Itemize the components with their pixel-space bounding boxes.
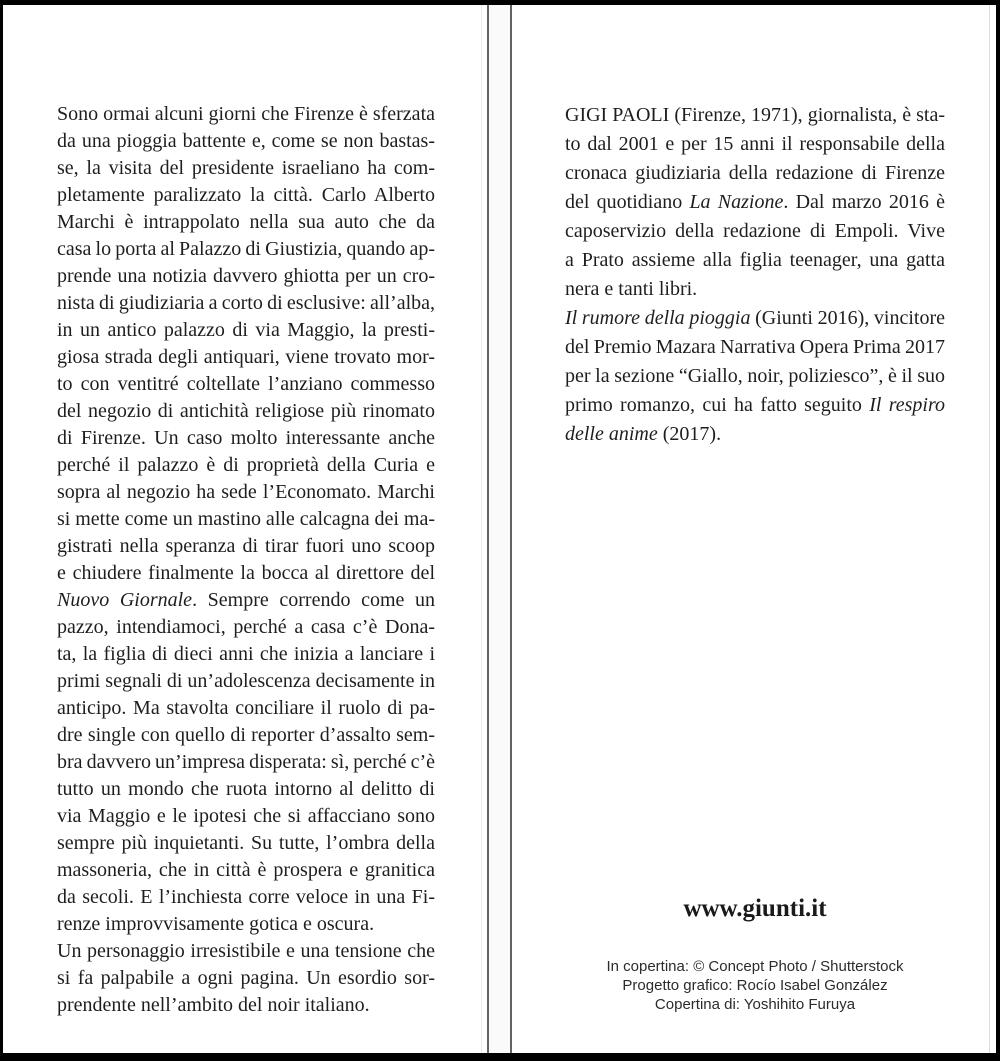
text-line: del negozio di antichità religiose più rinomato [57,400,435,422]
text-line: massoneria, che in città è prospera e granitica [57,859,435,881]
right-flap-page [512,5,996,1053]
text-line: Nuovo Giornale. Sempre correndo come un [57,589,435,611]
text-line: anticipo. Ma stavolta conciliare il ruolo di pa- [57,697,435,719]
text-line: GIGI PAOLI (Firenze, 1971), giornalista, è sta- [565,104,945,126]
text-line: in un antico palazzo di via Maggio, la presti- [57,319,435,341]
text-line: nera e tanti libri. [565,278,698,300]
text-line: cronaca giudiziaria della redazione di Firenze [565,162,945,184]
text-line: nista di giudiziaria a corto di esclusive: all’alba, [57,292,435,314]
text-line: pletamente paralizzato la città. Carlo Alberto [57,184,435,206]
text-line: ta, la figlia di dieci anni che inizia a lanciare i [57,643,435,665]
text-line: to con ventitré coltellate l’anziano commesso [57,373,435,395]
text-line: per la sezione “Giallo, noir, poliziesco”, è il suo [565,365,945,387]
text-line: Sono ormai alcuni giorni che Firenze è sferzata [57,103,435,125]
text-line: da una pioggia battente e, come se non bastas- [57,130,435,152]
text-line: delle anime (2017). [565,423,722,445]
text-line: a Prato assieme alla figlia teenager, una gatta [565,249,945,271]
text-line: da secoli. E l’inchiesta corre veloce in una Fi- [57,886,435,908]
text-line: gistrati nella speranza di tirar fuori uno scoop [57,535,435,557]
text-line: prende una notizia davvero ghiotta per un cro- [57,265,435,287]
page-edge-line [989,5,990,1053]
text-line: caposervizio della redazione di Empoli. Vive [565,220,945,242]
credit-line-graphic-design: Progetto grafico: Rocío Isabel González [622,977,888,994]
author-bio-text [565,101,945,449]
text-line: Marchi è intrappolato nella sua auto che da [57,211,435,233]
text-line: primi segnali di un’adolescenza decisamente in [57,670,435,692]
synopsis-text [57,101,435,1019]
text-line: bra davvero un’impresa disperata: sì, perché c’è [57,751,435,773]
text-line: primo romanzo, cui ha fatto seguito Il respiro [565,394,945,416]
text-line: si fa palpabile a ogni pagina. Un esordio sor- [57,967,435,989]
text-line: via Maggio e le ipotesi che si affacciano sono [57,805,435,827]
text-line: renze improvvisamente gotica e oscura. [57,913,375,935]
text-line: del Premio Mazara Narrativa Opera Prima 2017 [565,336,945,358]
text-line: tutto un mondo che ruota intorno al delitto di [57,778,435,800]
text-line: del quotidiano La Nazione. Dal marzo 2016 è [565,191,945,213]
text-line: sempre più inquietanti. Su tutte, l’ombra della [57,832,435,854]
text-line: Un personaggio irresistibile e una tensione che [57,940,435,962]
text-line: prendente nell’ambito del noir italiano. [57,994,370,1016]
left-flap-page [3,5,487,1053]
credit-line-cover-photo: In copertina: © Concept Photo / Shutterstock [606,958,904,975]
spine-gutter [489,5,510,1053]
gutter-faint-line [481,5,482,1053]
text-line: e chiudere finalmente la bocca al direttore del [57,562,435,584]
text-line: casa lo porta al Palazzo di Giustizia, quando ap- [57,238,435,260]
text-line: to dal 2001 e per 15 anni il responsabile della [565,133,945,155]
text-line: Il rumore della pioggia (Giunti 2016), vincitore [565,307,945,329]
text-line: pazzo, intendiamoci, perché a casa c’è Dona- [57,616,435,638]
text-line: dre single con quello di reporter d’assalto sem- [57,724,435,746]
text-line: sopra al negozio ha sede l’Economato. Marchi [57,481,435,503]
text-line: giosa strada degli antiquari, viene trovato mor- [57,346,435,368]
text-line: di Firenze. Un caso molto interessante anche [57,427,435,449]
text-line: se, la visita del presidente israeliano ha com- [57,157,435,179]
publisher-website: www.giunti.it [683,895,827,922]
text-line: si mette come un mastino alle calcagna dei ma- [57,508,435,530]
credits-block [545,957,965,1014]
text-line: perché il palazzo è di proprietà della Curia e [57,454,435,476]
credit-line-cover-design: Copertina di: Yoshihito Furuya [654,996,856,1013]
